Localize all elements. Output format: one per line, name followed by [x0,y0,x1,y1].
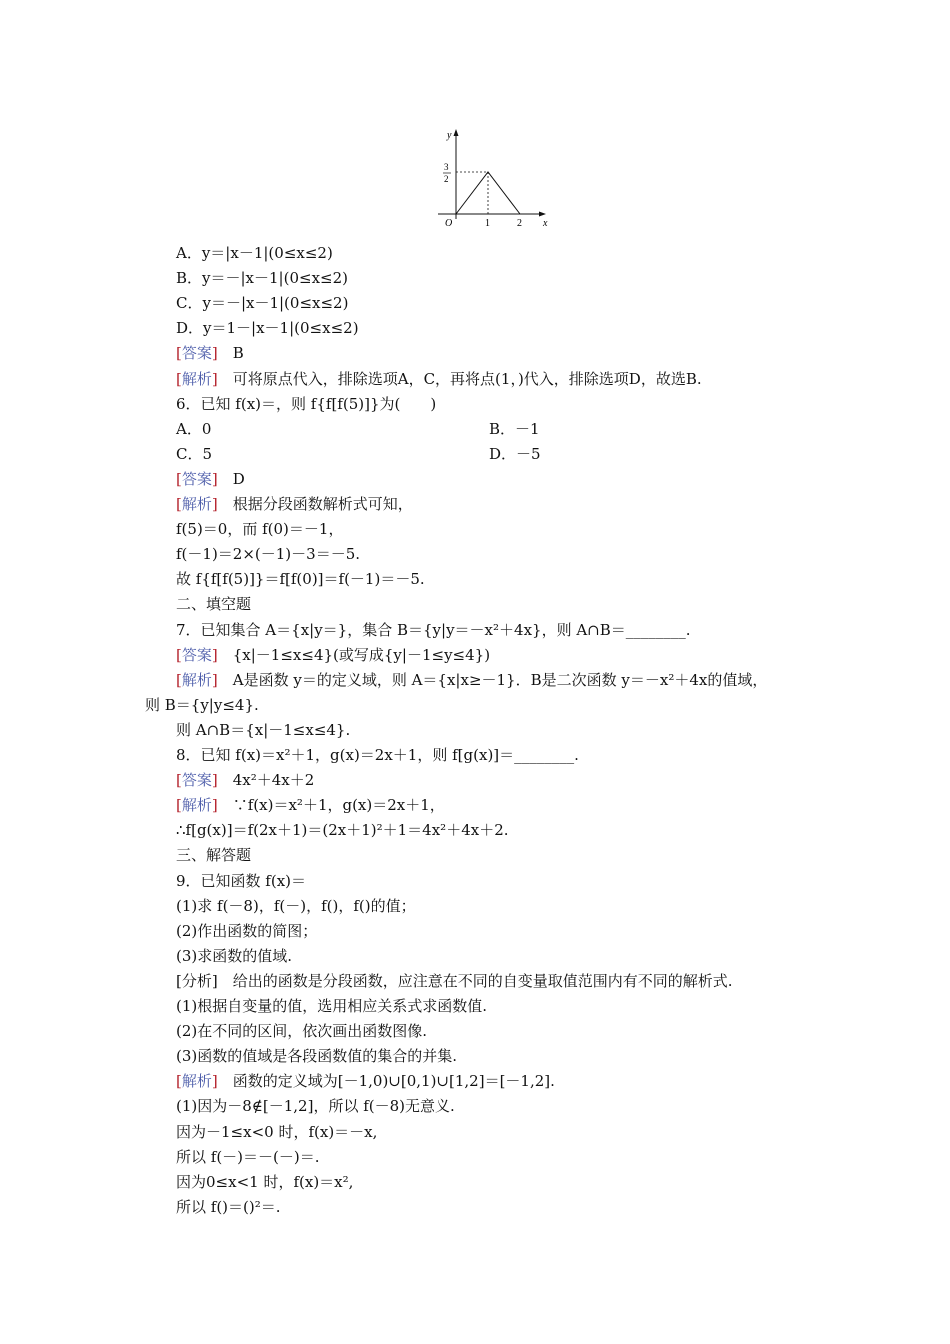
text-line [176,1145,850,1170]
section-tag-label: 解析 [181,369,212,388]
text-line [176,869,850,894]
line-text: A是函数 y＝的定义域，则 A＝{x|x≥－1}．B是二次函数 y＝－x²＋4x的值域， [232,670,768,689]
line-text: D [232,469,245,488]
section-tag-label: 答案 [181,344,212,363]
text-line [176,592,850,617]
x-tick-1: 1 [485,218,490,229]
text-line [176,266,850,291]
section-tag: [答案] [176,645,218,664]
text-line [176,492,850,517]
section-tag-label: 解析 [181,1072,212,1091]
line-text: B．y＝－|x－1|(0≤x≤2) [176,269,348,288]
text-line [176,316,850,341]
option-text: D．－5 [489,444,541,463]
line-text: ∴f[g(x)]＝f(2x＋1)＝(2x＋1)²＋1＝4x²＋4x＋2. [176,821,509,840]
line-text: (2)作出函数的简图； [176,921,318,940]
text-line [176,567,850,592]
line-text: 则 A∩B＝{x|－1≤x≤4}. [176,720,351,739]
line-text: 所以 f(－)＝－(－)＝. [176,1147,320,1166]
line-text: 4x²＋4x＋2 [232,771,315,790]
line-text: (3)求函数的值域. [176,946,293,965]
x-axis-arrow [539,212,546,217]
x-axis-label: x [543,218,548,229]
text-line [176,1044,850,1069]
section-tag: [解析] [176,369,218,388]
line-text: 7．已知集合 A＝{x|y＝}，集合 B＝{y|y＝－x²＋4x}，则 A∩B＝________. [176,620,691,639]
line-text: (1)根据自变量的值，选用相应关系式求函数值. [176,997,488,1015]
text-line [176,718,850,743]
text-line [176,291,850,316]
line-text: f(5)＝0，而 f(0)＝－1， [176,520,344,539]
line-text: [分析] 给出的函数是分段函数，应注意在不同的自变量取值范围内有不同的解析式. [176,971,733,990]
line-text: f(－1)＝2×(－1)－3＝－5. [176,545,361,564]
line-text: 函数的定义域为[－1,0)∪[0,1)∪[1,2]＝[－1,2]. [232,1072,555,1091]
section-tag-label: 解析 [181,670,212,689]
line-text: 8．已知 f(x)＝x²＋1，g(x)＝2x＋1，则 f[g(x)]＝________. [176,746,579,764]
line-text: (1)求 f(－8)，f(－)，f()，f()的值； [176,896,416,915]
origin-label: O [445,218,453,229]
line-text: 三、解答题 [176,846,252,865]
text-line [176,894,850,919]
text-line [176,743,850,768]
line-text: 根据分段函数解析式可知， [232,495,413,513]
x-tick-2: 2 [517,218,522,229]
text-line [176,241,850,266]
section-tag-label: 解析 [181,495,212,513]
line-text: C．y＝－|x－1|(0≤x≤2) [176,294,349,313]
line-text: {x|－1≤x≤4}(或写成{y|－1≤y≤4}) [232,645,491,664]
section-tag-label: 答案 [181,771,212,790]
option-text: B．－1 [489,419,540,438]
text-line [176,1195,850,1220]
text-line [176,1120,850,1145]
text-line [176,442,850,467]
line-text: (1)因为－8∉[－1,2]，所以 f(－8)无意义. [176,1097,455,1116]
text-line [176,818,850,843]
line-text: 9．已知函数 f(x)＝ [176,871,307,890]
line-text: 则 B＝{y|y≤4}. [145,695,259,714]
section-tag: [答案] [176,344,218,363]
text-line [176,969,850,994]
text-line [176,467,850,492]
text-line [176,843,850,868]
line-text: C．5 [176,444,213,463]
line-text: 所以 f()＝()²＝. [176,1197,281,1216]
text-line [176,1019,850,1044]
line-text: (3)函数的值域是各段函数值的集合的并集. [176,1047,458,1066]
text-line [176,341,850,366]
text-line [176,994,850,1019]
line-text: 可将原点代入，排除选项A，C，再将点(1，)代入，排除选项D，故选B. [232,369,702,388]
line-text: (2)在不同的区间，依次画出函数图像. [176,1022,428,1041]
y-tick-denominator: 2 [444,174,449,184]
text-line [176,1094,850,1119]
line-text: 6．已知 f(x)＝，则 f{f[f(5)]}为( ) [176,394,437,413]
line-text: ∵f(x)＝x²＋1，g(x)＝2x＋1， [232,796,445,815]
section-tag-label: 答案 [181,469,212,488]
text-line [176,367,850,392]
section-tag: [答案] [176,771,218,790]
text-line [176,542,850,567]
section-tag-label: 答案 [181,645,212,664]
text-line [176,417,850,442]
line-text: 故 f{f[f(5)]}＝f[f(0)]＝f(－1)＝－5. [176,570,425,589]
y-axis-label: y [447,130,452,141]
y-tick-numerator: 3 [444,162,449,172]
section-tag: [解析] [176,670,218,689]
section-tag: [解析] [176,796,218,815]
y-axis-arrow [454,129,459,136]
function-graph [430,126,560,232]
section-tag: [解析] [176,495,218,513]
line-text: 二、填空题 [176,595,252,614]
text-line [176,668,850,693]
text-line [176,517,850,542]
text-line [176,392,850,417]
section-tag: [答案] [176,469,218,488]
text-line [176,643,850,668]
line-text: B [232,344,244,363]
section-tag-label: 解析 [181,796,212,815]
line-text: A．0 [176,419,212,438]
line-text: 因为0≤x<1 时，f(x)＝x², [176,1172,354,1191]
text-line [176,944,850,969]
text-line [145,693,850,718]
text-line [176,618,850,643]
text-line [176,768,850,793]
line-text: A．y＝|x－1|(0≤x≤2) [176,244,333,262]
line-text: D．y＝1－|x－1|(0≤x≤2) [176,319,359,338]
text-line [176,919,850,944]
text-line [176,793,850,818]
function-graph-figure [430,126,560,232]
text-line [176,1170,850,1195]
section-tag: [解析] [176,1072,218,1091]
text-line [176,1069,850,1094]
line-text: 因为－1≤x<0 时，f(x)＝－x, [176,1122,378,1141]
